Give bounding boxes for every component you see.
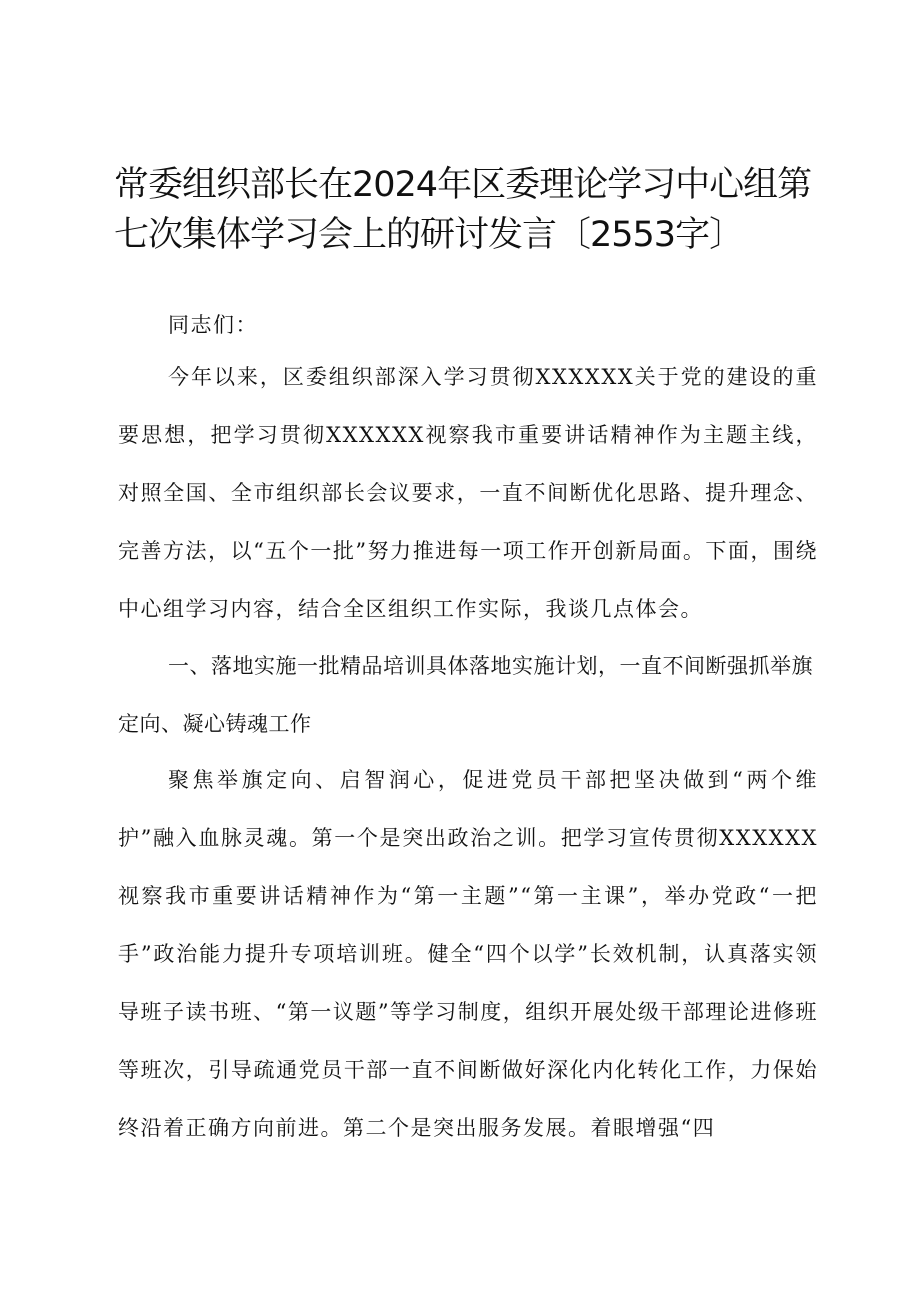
body-paragraph: 今年以来，区委组织部深入学习贯彻XXXXXX关于党的建设的重要思想，把学习贯彻XXXXXX视察我市重要讲话精神作为主题主线，对照全国、全市组织部长会议要求，一直不间断优化思路、提升理念、完善方法，以“五个一批”努力推进每一项工作开创新局面。下面，围绕中心组学习内容，结合全区组织工作实际，我谈几点体会。 [118,365,818,621]
section-paragraph: 聚焦举旗定向、启智润心，促进党员干部把坚决做到“两个维护”融入血脉灵魂。第一个是突出政治之训。把学习宣传贯彻XXXXXX视察我市重要讲话精神作为“第一主题”“第一主课”，举办党政“一把手”政治能力提升专项培训班。健全“四个以学”长效机制，认真落实领导班子读书班、“第一议题”等学习制度，组织开展处级干部理论进修班等班次，引导疏通党员干部一直不间断做好深化内化转化工作，力保始终沿着正确方向前进。第二个是突出服务发展。着眼增强“四 [118,768,818,1140]
document-title: 常委组织部长在2024年区委理论学习中心组第七次集体学习会上的研讨发言〔2553字〕 [114,165,812,255]
salutation: 同志们： [168,313,258,337]
section-heading: 一、落地实施一批精品培训具体落地实施计划，一直不间断强抓举旗定向、凝心铸魂工作 [118,654,813,736]
